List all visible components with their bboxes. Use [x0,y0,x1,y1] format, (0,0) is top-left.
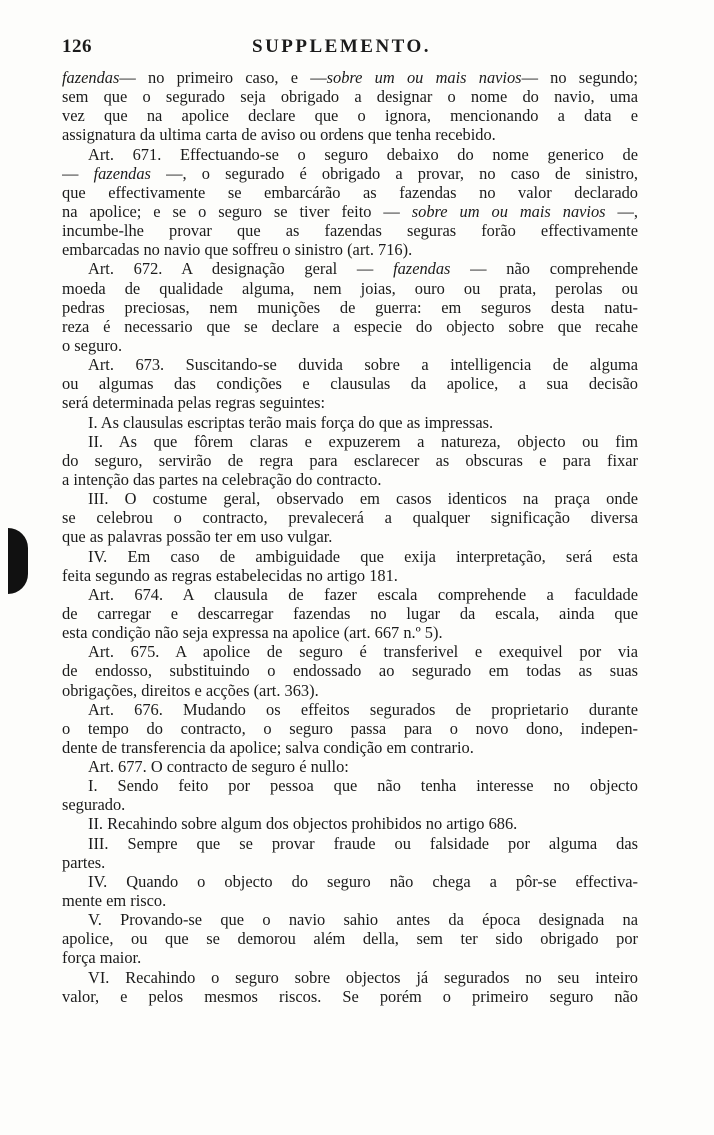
text-segment: Art. 674. A clausula de fazer escala comprehende a faculdade [88,584,638,604]
italic-segment: sobre um ou mais navios [326,68,522,87]
text-line [62,623,638,642]
text-line [62,355,638,374]
italic-segment: fazendas [93,163,151,183]
text-segment: que as palavras possão ter em uso vulgar. [62,527,333,547]
text-segment: ou algumas das condições e clausulas da apolice, a sua decisão [62,374,638,394]
text-line [62,279,638,298]
text-segment: partes. [62,852,106,872]
text-segment: valor, e pelos mesmos riscos. Se porém o primeiro seguro não [62,986,638,1006]
text-line [62,700,638,719]
text-segment: Art. 675. A apolice de seguro é transferivel e exequivel por via [88,642,638,662]
text-segment: III. O costume geral, observado em casos identicos na praça onde [88,489,638,509]
text-line [62,202,638,221]
text-line [62,853,638,872]
italic-segment: fazendas [62,68,120,87]
text-segment: mente em risco. [62,891,167,911]
text-line [62,929,638,948]
text-segment: — não comprehende [450,259,638,279]
text-line [62,221,638,240]
text-segment: o seguro. [62,335,123,355]
text-line [62,968,638,987]
text-segment: obrigações, direitos e acções (art. 363). [62,680,319,700]
text-segment: se celebrou o contracto, prevalecerá a qualquer significação diversa [62,508,638,528]
text-line [62,891,638,910]
text-line [62,413,638,432]
text-line [62,834,638,853]
text-segment: incumbe-lhe provar que as fazendas seguras forão effectivamente [62,221,638,241]
text-segment: Art. 673. Suscitando-se duvida sobre a intelligencia de alguma [88,355,638,375]
page-edge-shadow [8,528,28,594]
text-segment: na apolice; e se o seguro se tiver feito — [62,201,412,221]
text-line [62,604,638,623]
text-line [62,317,638,336]
text-segment: —, o segurado é obrigado a provar, no caso de sinistro, [150,163,638,183]
text-segment: de carregar e descarregar fazendas no lugar da escala, ainda que [62,603,638,623]
text-line [62,432,638,451]
text-segment: IV. Em caso de ambiguidade que exija interpretação, será esta [88,546,638,566]
running-head: SUPPLEMENTO. [252,36,432,57]
text-line [62,738,638,757]
text-line [62,814,638,833]
text-line [62,585,638,604]
text-segment: —, [605,201,638,221]
text-segment: I. As clausulas escriptas terão mais força do que as impressas. [88,412,494,432]
text-segment: o tempo do contracto, o seguro passa para o novo dono, indepen- [62,718,638,738]
text-segment: — no primeiro caso, e — [119,68,327,87]
text-line [62,757,638,776]
text-line [62,106,638,125]
text-segment: II. As que fôrem claras e expuzerem a natureza, objecto ou fim [88,431,638,451]
text-segment: vez que na apolice declare que o ignora, mencionando a data e [62,106,638,126]
text-line [62,872,638,891]
text-segment: Art. 671. Effectuando-se o seguro debaixo do nome generico de [88,144,638,164]
text-segment: — [62,163,94,183]
italic-segment: fazendas [393,259,451,279]
text-segment: Art. 676. Mudando os effeitos segurados de proprietario durante [88,699,638,719]
text-line [62,661,638,680]
text-line [62,527,638,546]
text-segment: esta condição não seja expressa na apolice (art. 667 n.º 5). [62,623,443,643]
text-line [62,125,638,144]
page-header [62,36,638,66]
text-segment: V. Provando-se que o navio sahio antes da época designada na [88,910,638,930]
text-segment: IV. Quando o objecto do seguro não chega a pôr-se effectiva- [88,871,638,891]
text-segment: III. Sempre que se provar fraude ou falsidade por alguma das [88,833,638,853]
text-line [62,87,638,106]
text-segment: reza é necessario que se declare a especie do objecto sobre que recahe [62,316,638,336]
text-line [62,451,638,470]
text-line [62,776,638,795]
text-line [62,489,638,508]
text-segment: feita segundo as regras estabelecidas no artigo 181. [62,565,398,585]
text-segment: embarcadas no navio que soffreu o sinistro (art. 716). [62,240,413,260]
text-segment: I. Sendo feito por pessoa que não tenha interesse no objecto [88,776,638,796]
text-segment: que effectivamente se embarcárão as fazendas no valor declarado [62,182,638,202]
text-segment: VI. Recahindo o seguro sobre objectos já segurados no seu inteiro [88,967,638,987]
text-segment: II. Recahindo sobre algum dos objectos prohibidos no artigo 686. [88,814,518,834]
text-line [62,910,638,929]
text-segment: apolice, ou que se demorou além della, sem ter sido obrigado por [62,929,638,949]
book-page [62,36,638,1006]
text-line [62,240,638,259]
text-line [62,336,638,355]
text-segment: sem que o segurado seja obrigado a designar o nome do navio, uma [62,87,638,107]
text-segment: será determinada pelas regras seguintes: [62,393,326,413]
text-line [62,566,638,585]
text-line [62,547,638,566]
text-line [62,948,638,967]
text-segment: pedras preciosas, nem munições de guerra: em seguros desta natu- [62,297,638,317]
body-text [62,68,638,1006]
text-line [62,183,638,202]
text-line [62,259,638,278]
text-line [62,68,638,87]
text-segment: força maior. [62,948,142,968]
text-line [62,298,638,317]
text-line [62,145,638,164]
text-segment: assignatura da ultima carta de aviso ou ordens que tenha recebido. [62,125,496,145]
text-segment: segurado. [62,795,126,815]
text-segment: do seguro, servirão de regra para esclarecer as obscuras e para fixar [62,450,638,470]
text-segment: Art. 677. O contracto de seguro é nullo: [88,757,349,777]
page-number: 126 [62,36,92,57]
text-segment: — no segundo; [521,68,638,87]
text-line [62,642,638,661]
text-line [62,508,638,527]
text-line [62,719,638,738]
text-segment: a intenção das partes na celebração do contracto. [62,469,382,489]
text-line [62,681,638,700]
text-segment: Art. 672. A designação geral — [88,259,394,279]
text-line [62,393,638,412]
text-segment: de endosso, substituindo o endossado ao segurado em todas as suas [62,661,638,681]
text-line [62,164,638,183]
text-segment: moeda de qualidade alguma, nem joias, ouro ou prata, perolas ou [62,278,638,298]
text-line [62,470,638,489]
text-line [62,374,638,393]
italic-segment: sobre um ou mais navios [411,201,606,221]
text-line [62,987,638,1006]
text-segment: dente de transferencia da apolice; salva condição em contrario. [62,737,474,757]
text-line [62,795,638,814]
